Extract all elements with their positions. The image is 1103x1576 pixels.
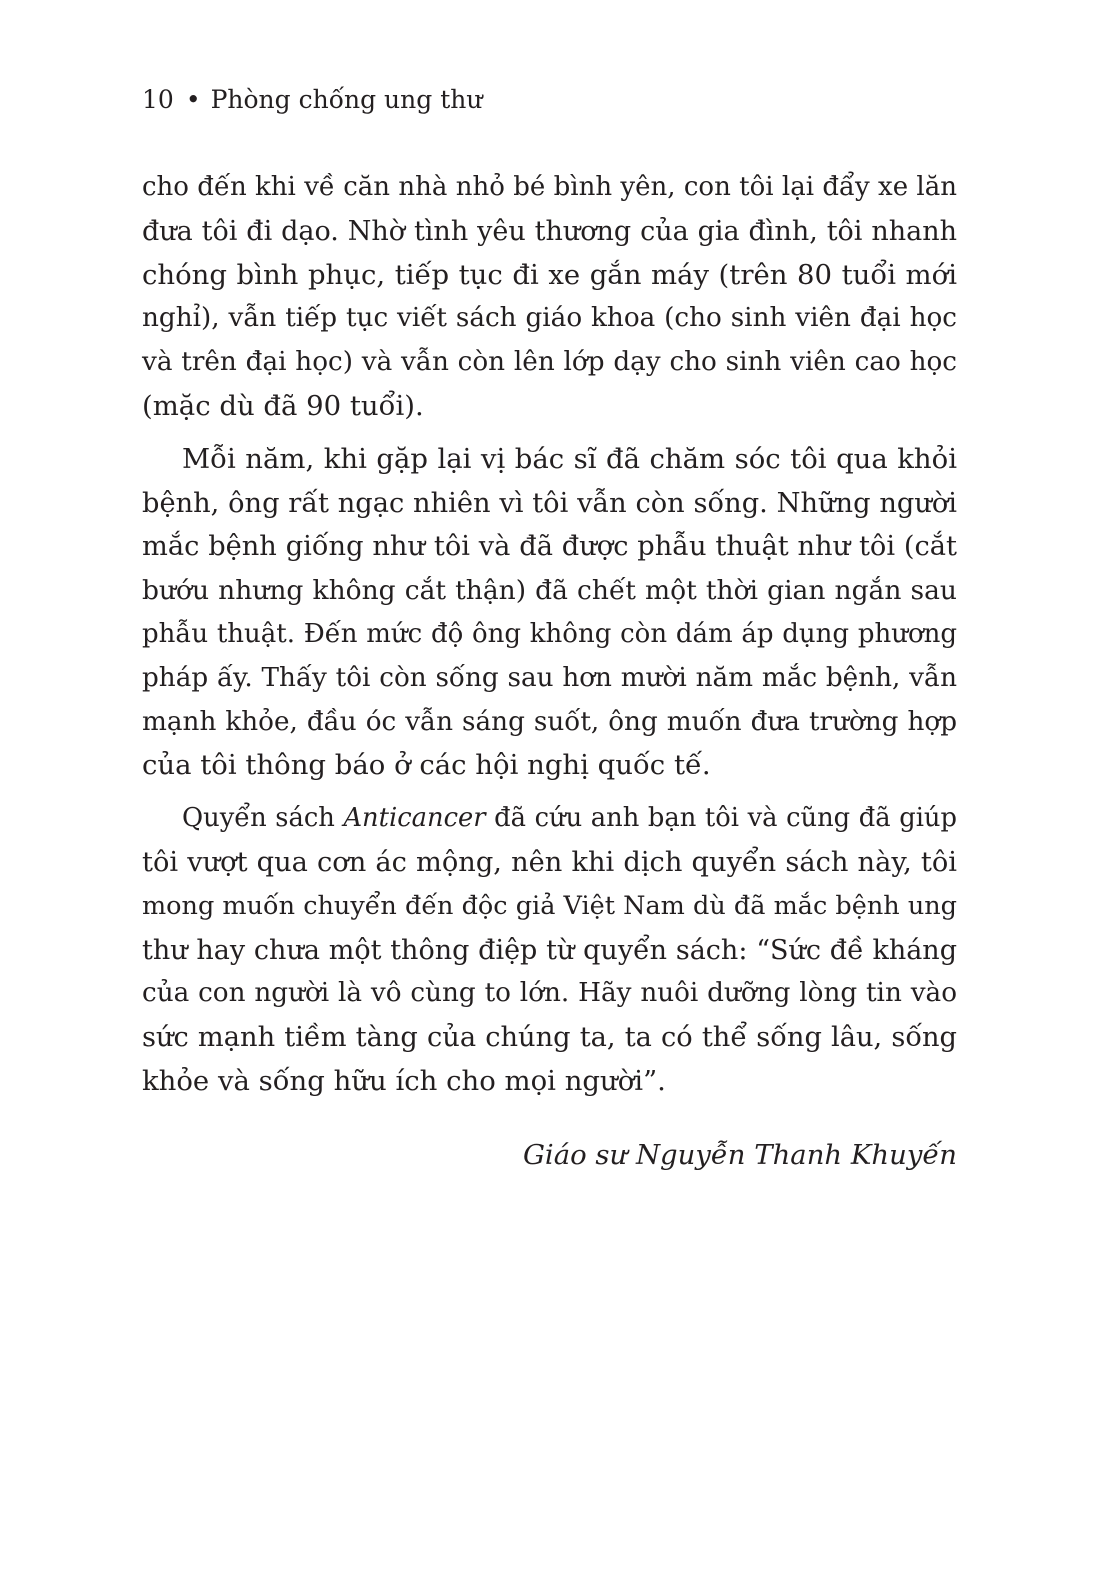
text-line: bướu nhưng không cắt thận) đã chết một thời gian ngắn sau [142, 575, 957, 607]
text-line: pháp ấy. Thấy tôi còn sống sau hơn mười năm mắc bệnh, vẫn [142, 662, 957, 693]
text-line: và trên đại học) và vẫn còn lên lớp dạy cho sinh viên cao học [142, 347, 957, 378]
text-line: thư hay chưa một thông điệp từ quyển sách: “Sức đề kháng [142, 934, 957, 966]
text-line: khỏe và sống hữu ích cho mọi người”. [142, 1064, 666, 1097]
text-line: nghỉ), vẫn tiếp tục viết sách giáo khoa (cho sinh viên đại học [142, 303, 957, 334]
header-bullet: • [185, 85, 201, 114]
text-line: đưa tôi đi dạo. Nhờ tình yêu thương của gia đình, tôi nhanh [142, 215, 957, 247]
text-line: tôi vượt qua cơn ác mộng, nên khi dịch quyển sách này, tôi [142, 846, 957, 878]
paragraph-2 [142, 438, 957, 788]
text-line [142, 797, 957, 841]
text-segment: đã cứu anh bạn tôi và cũng đã giúp [485, 803, 957, 834]
paragraph-1 [142, 166, 957, 429]
running-header [142, 84, 482, 116]
book-name-italic: Anticancer [343, 803, 486, 834]
text-line: của tôi thông báo ở các hội nghị quốc tế. [142, 749, 711, 782]
text-line: chóng bình phục, tiếp tục đi xe gắn máy (trên 80 tuổi mới [142, 258, 957, 291]
text-line: mong muốn chuyển đến độc giả Việt Nam dù đã mắc bệnh ung [142, 890, 957, 921]
text-line: Mỗi năm, khi gặp lại vị bác sĩ đã chăm sóc tôi qua khỏi [182, 442, 957, 475]
text-line: sức mạnh tiềm tàng của chúng ta, ta có thể sống lâu, sống [142, 1022, 957, 1054]
paragraph-3 [142, 797, 957, 1104]
text-line: mạnh khỏe, đầu óc vẫn sáng suốt, ông muốn đưa trường hợp [142, 706, 957, 737]
text-segment: Quyển sách [182, 803, 344, 834]
text-line: cho đến khi về căn nhà nhỏ bé bình yên, con tôi lại đẩy xe lăn [142, 172, 957, 202]
text-line: mắc bệnh giống như tôi và đã được phẫu thuật như tôi (cắt [142, 531, 957, 563]
text-line: bệnh, ông rất ngạc nhiên vì tôi vẫn còn sống. Những người [142, 487, 957, 519]
book-title: Phòng chống ung thư [210, 85, 483, 114]
text-line: (mặc dù đã 90 tuổi). [142, 389, 424, 422]
text-line: phẫu thuật. Đến mức độ ông không còn dám áp dụng phương [142, 618, 957, 649]
body-text [142, 166, 957, 1104]
page-number: 10 [142, 85, 174, 114]
text-line: của con người là vô cùng to lớn. Hãy nuôi dưỡng lòng tin vào [142, 978, 957, 1009]
author-signature: Giáo sư Nguyễn Thanh Khuyến [522, 1139, 957, 1171]
